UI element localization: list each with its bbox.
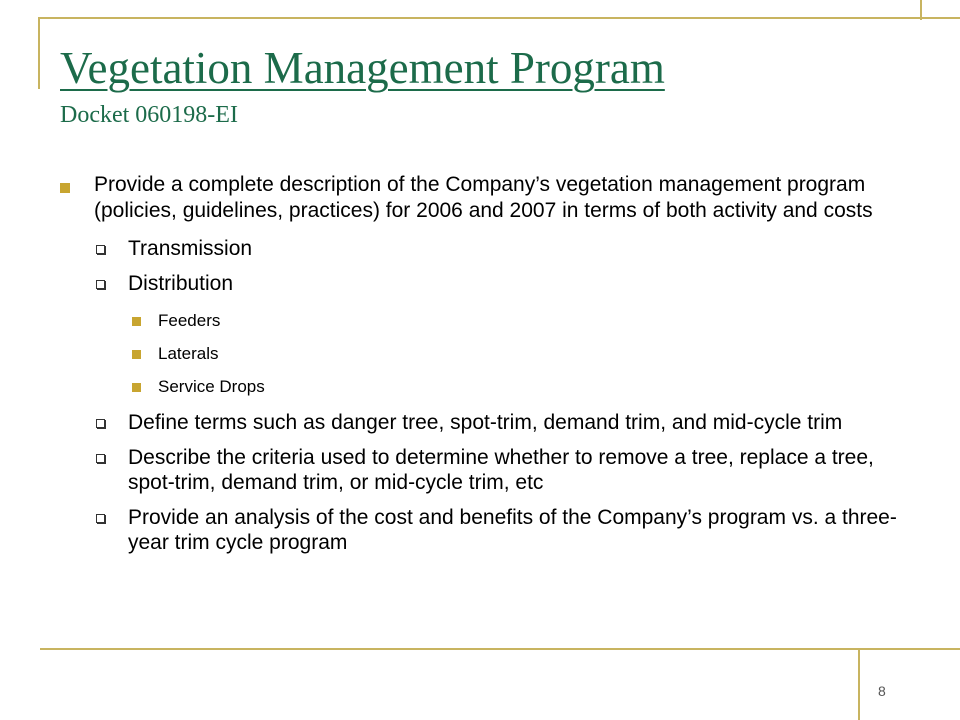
square-bullet-icon [132,350,141,359]
sub-item-text: Describe the criteria used to determine whether to remove a tree, replace a tree, spot-trim, demand trim, or mid-cycle trim, etc [128,446,874,494]
sub-item-distribution [60,271,910,296]
page-number: 8 [878,683,886,699]
main-bullet-text: Provide a complete description of the Company’s vegetation management program (policies, guidelines, practices) for 2006 and 2007 in terms of both activity and costs [94,173,873,222]
slide-title: Vegetation Management Program [60,43,665,93]
sub-item-criteria [60,445,910,495]
sub-item-text: Define terms such as danger tree, spot-trim, demand trim, and mid-cycle trim [128,411,843,434]
square-bullet-icon [132,317,141,326]
distribution-item-laterals [60,343,910,365]
distribution-item-service-drops [60,376,910,398]
distribution-item-feeders [60,310,910,332]
checkbox-bullet-icon [96,419,105,428]
footer-rule [858,648,860,720]
checkbox-bullet-icon [96,245,105,254]
sub-item-analysis [60,505,910,555]
checkbox-bullet-icon [96,454,105,463]
right-rule [920,0,922,20]
checkbox-bullet-icon [96,280,105,289]
top-rule [40,17,960,19]
square-bullet-icon [60,183,70,193]
sub-item-text: Provide an analysis of the cost and benefits of the Company’s program vs. a three-year trim cycle program [128,506,897,554]
slide-content [60,172,910,555]
square-bullet-icon [132,383,141,392]
slide-subtitle: Docket 060198-EI [60,102,238,128]
bottom-rule [40,648,960,650]
main-bullet-item [60,172,910,224]
sub-item-text: Transmission [128,237,253,260]
left-rule [38,17,40,89]
sub-item-define-terms [60,410,910,435]
distribution-item-text: Laterals [158,344,219,363]
sub-item-transmission [60,236,910,261]
title-block [60,42,920,130]
distribution-item-text: Service Drops [158,377,265,396]
distribution-item-text: Feeders [158,311,221,330]
sub-item-text: Distribution [128,272,234,295]
checkbox-bullet-icon [96,514,105,523]
